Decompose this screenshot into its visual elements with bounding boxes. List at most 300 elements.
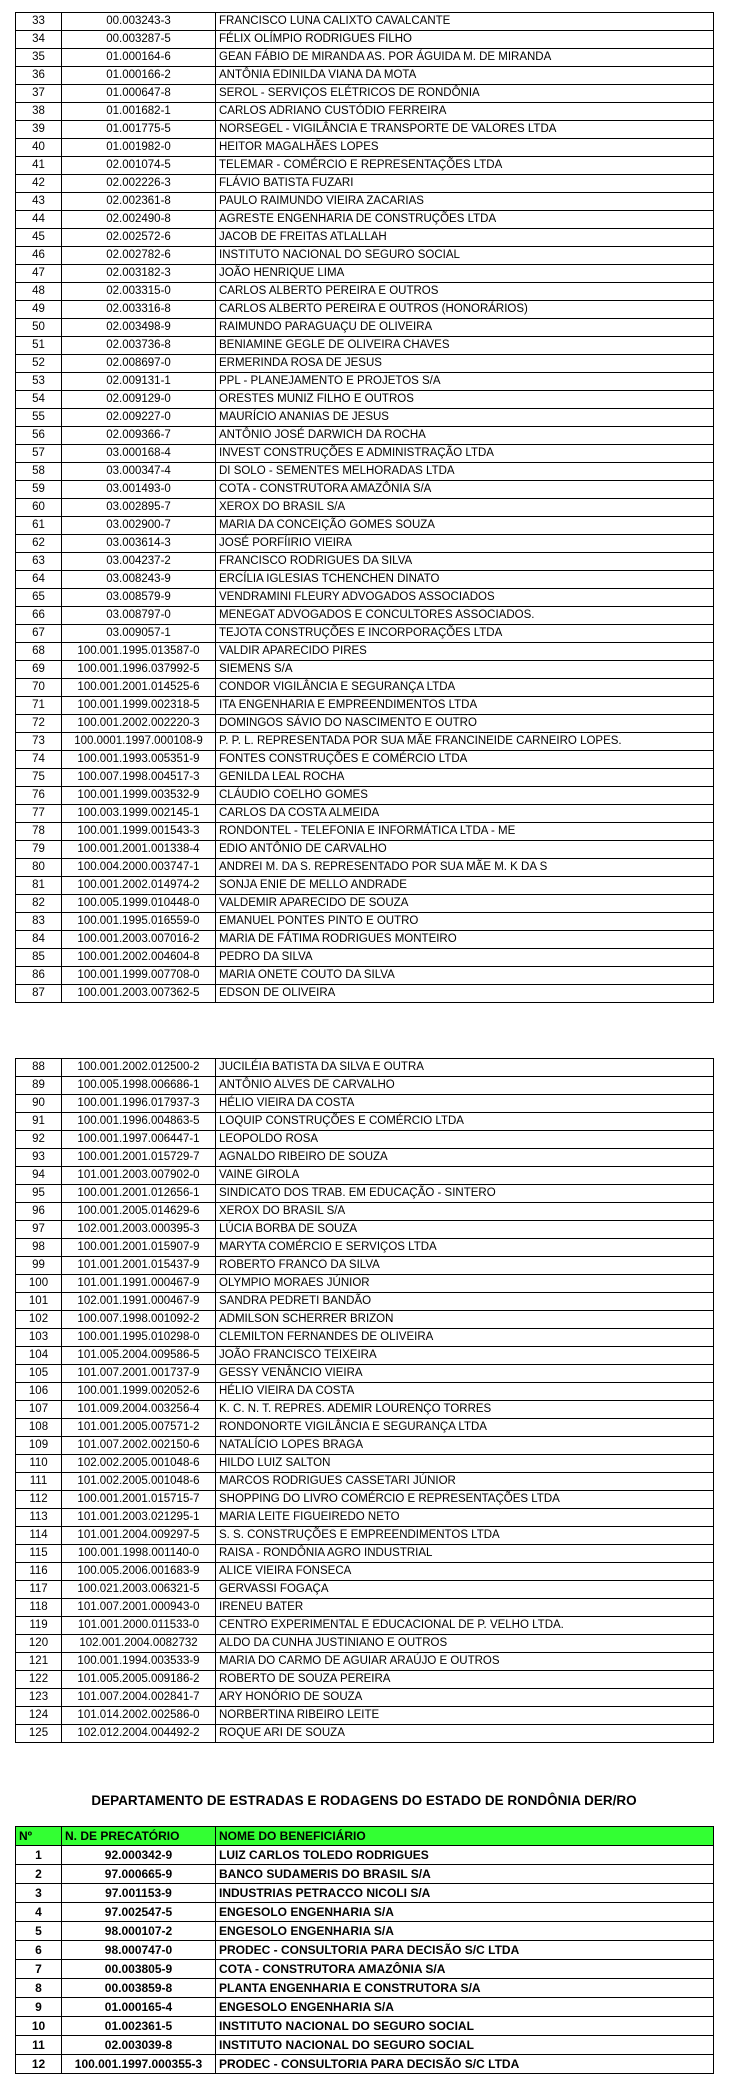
table-row (16, 355, 714, 373)
beneficiary-name: PRODEC - CONSULTORIA PARA DECISÃO S/C LTDA (216, 2055, 714, 2074)
table-row (16, 1865, 714, 1884)
row-number: 61 (16, 517, 62, 535)
row-number: 89 (16, 1077, 62, 1095)
table-row (16, 967, 714, 985)
beneficiary-name: ROBERTO DE SOUZA PEREIRA (216, 1671, 714, 1689)
table-row (16, 265, 714, 283)
table-row (16, 283, 714, 301)
header-number: Nº (16, 1827, 62, 1846)
beneficiary-name: ORESTES MUNIZ FILHO E OUTROS (216, 391, 714, 409)
beneficiary-name: PRODEC - CONSULTORIA PARA DECISÃO S/C LTDA (216, 1941, 714, 1960)
precatorio-number: 102.012.2004.004492-2 (62, 1725, 216, 1743)
table-row (16, 1365, 714, 1383)
table-row (16, 319, 714, 337)
beneficiary-name: CARLOS ALBERTO PEREIRA E OUTROS (HONORÁRIOS) (216, 301, 714, 319)
table-row (16, 733, 714, 751)
table-row (16, 1257, 714, 1275)
table-row (16, 679, 714, 697)
precatorio-number: 101.014.2002.002586-0 (62, 1707, 216, 1725)
beneficiary-name: CENTRO EXPERIMENTAL E EDUCACIONAL DE P. VELHO LTDA. (216, 1617, 714, 1635)
precatorio-number: 98.000747-0 (62, 1941, 216, 1960)
precatorio-number: 101.005.2004.009586-5 (62, 1347, 216, 1365)
row-number: 50 (16, 319, 62, 337)
table-row (16, 1563, 714, 1581)
row-number: 6 (16, 1941, 62, 1960)
table-row (16, 103, 714, 121)
row-number: 115 (16, 1545, 62, 1563)
table-row (16, 589, 714, 607)
table-row (16, 1401, 714, 1419)
beneficiary-name: JOÃO HENRIQUE LIMA (216, 265, 714, 283)
section-title: DEPARTAMENTO DE ESTRADAS E RODAGENS DO ESTADO DE RONDÔNIA DER/RO (91, 1793, 637, 1808)
row-number: 65 (16, 589, 62, 607)
beneficiary-name: INSTITUTO NACIONAL DO SEGURO SOCIAL (216, 2017, 714, 2036)
row-number: 5 (16, 1922, 62, 1941)
row-number: 77 (16, 805, 62, 823)
row-number: 68 (16, 643, 62, 661)
row-number: 47 (16, 265, 62, 283)
beneficiary-name: GESSY VENÂNCIO VIEIRA (216, 1365, 714, 1383)
precatorio-number: 101.001.2003.021295-1 (62, 1509, 216, 1527)
table-row (16, 823, 714, 841)
der-precatorio-table (15, 1826, 714, 2074)
row-number: 37 (16, 85, 62, 103)
beneficiary-name: EDIO ANTÔNIO DE CARVALHO (216, 841, 714, 859)
row-number: 64 (16, 571, 62, 589)
beneficiary-name: ANTÔNIA EDINILDA VIANA DA MOTA (216, 67, 714, 85)
precatorio-number: 100.005.1998.006686-1 (62, 1077, 216, 1095)
table-row (16, 625, 714, 643)
row-number: 83 (16, 913, 62, 931)
beneficiary-name: JUCILÉIA BATISTA DA SILVA E OUTRA (216, 1059, 714, 1077)
table-row (16, 1884, 714, 1903)
table-row (16, 751, 714, 769)
precatorio-number: 02.009227-0 (62, 409, 216, 427)
beneficiary-name: TEJOTA CONSTRUÇÕES E INCORPORAÇÕES LTDA (216, 625, 714, 643)
precatorio-number: 100.001.2001.001338-4 (62, 841, 216, 859)
table-row (16, 805, 714, 823)
row-number: 4 (16, 1903, 62, 1922)
table-row (16, 229, 714, 247)
beneficiary-name: TELEMAR - COMÉRCIO E REPRESENTAÇÕES LTDA (216, 157, 714, 175)
table-row (16, 2017, 714, 2036)
precatorio-number: 03.008579-9 (62, 589, 216, 607)
row-number: 36 (16, 67, 62, 85)
precatorio-number: 100.001.1999.001543-3 (62, 823, 216, 841)
row-number: 104 (16, 1347, 62, 1365)
row-number: 76 (16, 787, 62, 805)
row-number: 53 (16, 373, 62, 391)
table-row (16, 1998, 714, 2017)
table-row (16, 697, 714, 715)
beneficiary-name: CARLOS ALBERTO PEREIRA E OUTROS (216, 283, 714, 301)
beneficiary-name: MARYTA COMÉRCIO E SERVIÇOS LTDA (216, 1239, 714, 1257)
header-beneficiario: NOME DO BENEFICIÁRIO (216, 1827, 714, 1846)
beneficiary-name: COTA - CONSTRUTORA AMAZÔNIA S/A (216, 481, 714, 499)
row-number: 84 (16, 931, 62, 949)
table-row (16, 1491, 714, 1509)
row-number: 75 (16, 769, 62, 787)
row-number: 46 (16, 247, 62, 265)
table-row (16, 1095, 714, 1113)
beneficiary-name: P. P. L. REPRESENTADA POR SUA MÃE FRANCINEIDE CARNEIRO LOPES. (216, 733, 714, 751)
beneficiary-name: RAIMUNDO PARAGUAÇU DE OLIVEIRA (216, 319, 714, 337)
precatorio-number: 01.000166-2 (62, 67, 216, 85)
precatorio-number: 101.001.2004.009297-5 (62, 1527, 216, 1545)
beneficiary-name: INDUSTRIAS PETRACCO NICOLI S/A (216, 1884, 714, 1903)
table-row (16, 1149, 714, 1167)
row-number: 85 (16, 949, 62, 967)
row-number: 40 (16, 139, 62, 157)
beneficiary-name: VAINE GIROLA (216, 1167, 714, 1185)
table-row (16, 67, 714, 85)
beneficiary-name: SINDICATO DOS TRAB. EM EDUCAÇÃO - SINTERO (216, 1185, 714, 1203)
beneficiary-name: LOQUIP CONSTRUÇÕES E COMÉRCIO LTDA (216, 1113, 714, 1131)
precatorio-number: 100.001.1999.003532-9 (62, 787, 216, 805)
beneficiary-name: ENGESOLO ENGENHARIA S/A (216, 1998, 714, 2017)
row-number: 54 (16, 391, 62, 409)
table-row (16, 139, 714, 157)
beneficiary-name: PEDRO DA SILVA (216, 949, 714, 967)
table-row (16, 445, 714, 463)
beneficiary-name: VALDIR APARECIDO PIRES (216, 643, 714, 661)
precatorio-number: 101.005.2005.009186-2 (62, 1671, 216, 1689)
beneficiary-name: ANTÔNIO JOSÉ DARWICH DA ROCHA (216, 427, 714, 445)
beneficiary-name: LÚCIA BORBA DE SOUZA (216, 1221, 714, 1239)
row-number: 2 (16, 1865, 62, 1884)
table-row (16, 1581, 714, 1599)
beneficiary-name: GENILDA LEAL ROCHA (216, 769, 714, 787)
beneficiary-name: EDSON DE OLIVEIRA (216, 985, 714, 1003)
precatorio-number: 97.002547-5 (62, 1903, 216, 1922)
beneficiary-name: HEITOR MAGALHÃES LOPES (216, 139, 714, 157)
precatorio-number: 102.001.1991.000467-9 (62, 1293, 216, 1311)
row-number: 3 (16, 1884, 62, 1903)
table-row (16, 949, 714, 967)
beneficiary-name: SIEMENS S/A (216, 661, 714, 679)
row-number: 9 (16, 1998, 62, 2017)
beneficiary-name: NATALÍCIO LOPES BRAGA (216, 1437, 714, 1455)
table-row (16, 1846, 714, 1865)
precatorio-number: 92.000342-9 (62, 1846, 216, 1865)
table-row (16, 1527, 714, 1545)
table-row (16, 535, 714, 553)
table-row (16, 1329, 714, 1347)
beneficiary-name: SONJA ENIE DE MELLO ANDRADE (216, 877, 714, 895)
precatorio-number: 101.007.2002.002150-6 (62, 1437, 216, 1455)
row-number: 101 (16, 1293, 62, 1311)
precatorio-number: 101.007.2001.000943-0 (62, 1599, 216, 1617)
precatorio-number: 100.001.1999.002318-5 (62, 697, 216, 715)
row-number: 7 (16, 1960, 62, 1979)
precatorio-number: 00.003805-9 (62, 1960, 216, 1979)
beneficiary-name: MARCOS RODRIGUES CASSETARI JÚNIOR (216, 1473, 714, 1491)
precatorio-number: 100.001.1995.010298-0 (62, 1329, 216, 1347)
row-number: 51 (16, 337, 62, 355)
table-row (16, 499, 714, 517)
precatorio-number: 02.002490-8 (62, 211, 216, 229)
precatorio-number: 03.008797-0 (62, 607, 216, 625)
table-row (16, 175, 714, 193)
beneficiary-name: LEOPOLDO ROSA (216, 1131, 714, 1149)
row-number: 95 (16, 1185, 62, 1203)
beneficiary-name: MARIA DE FÁTIMA RODRIGUES MONTEIRO (216, 931, 714, 949)
beneficiary-name: MARIA LEITE FIGUEIREDO NETO (216, 1509, 714, 1527)
row-number: 35 (16, 49, 62, 67)
precatorio-number: 01.001982-0 (62, 139, 216, 157)
table-row (16, 1725, 714, 1743)
table-row (16, 427, 714, 445)
row-number: 105 (16, 1365, 62, 1383)
beneficiary-name: FLÁVIO BATISTA FUZARI (216, 175, 714, 193)
table-row (16, 409, 714, 427)
precatorio-number: 100.005.1999.010448-0 (62, 895, 216, 913)
row-number: 82 (16, 895, 62, 913)
beneficiary-name: FONTES CONSTRUÇÕES E COMÉRCIO LTDA (216, 751, 714, 769)
precatorio-number: 02.003182-3 (62, 265, 216, 283)
row-number: 8 (16, 1979, 62, 1998)
precatorio-number: 03.002900-7 (62, 517, 216, 535)
row-number: 100 (16, 1275, 62, 1293)
beneficiary-name: CARLOS ADRIANO CUSTÓDIO FERREIRA (216, 103, 714, 121)
table-row (16, 913, 714, 931)
precatorio-number: 01.001682-1 (62, 103, 216, 121)
precatorio-number: 100.001.1995.013587-0 (62, 643, 216, 661)
table-row (16, 1311, 714, 1329)
beneficiary-name: VALDEMIR APARECIDO DE SOUZA (216, 895, 714, 913)
beneficiary-name: LUIZ CARLOS TOLEDO RODRIGUES (216, 1846, 714, 1865)
precatorio-number: 02.003316-8 (62, 301, 216, 319)
row-number: 59 (16, 481, 62, 499)
precatorio-number: 02.003039-8 (62, 2036, 216, 2055)
row-number: 111 (16, 1473, 62, 1491)
row-number: 56 (16, 427, 62, 445)
table-row (16, 1545, 714, 1563)
row-number: 112 (16, 1491, 62, 1509)
row-number: 79 (16, 841, 62, 859)
table-header-row (16, 1827, 714, 1846)
table-row (16, 31, 714, 49)
beneficiary-name: MARIA DA CONCEIÇÃO GOMES SOUZA (216, 517, 714, 535)
precatorio-number: 01.000165-4 (62, 1998, 216, 2017)
row-number: 71 (16, 697, 62, 715)
beneficiary-name: RAISA - RONDÔNIA AGRO INDUSTRIAL (216, 1545, 714, 1563)
precatorio-number: 01.000647-8 (62, 85, 216, 103)
precatorio-number: 00.003287-5 (62, 31, 216, 49)
row-number: 80 (16, 859, 62, 877)
precatorio-number: 03.001493-0 (62, 481, 216, 499)
beneficiary-name: CLÁUDIO COELHO GOMES (216, 787, 714, 805)
table-row (16, 13, 714, 31)
table-row (16, 1239, 714, 1257)
beneficiary-name: AGNALDO RIBEIRO DE SOUZA (216, 1149, 714, 1167)
table-row (16, 1653, 714, 1671)
row-number: 88 (16, 1059, 62, 1077)
table-row (16, 1617, 714, 1635)
row-number: 44 (16, 211, 62, 229)
row-number: 55 (16, 409, 62, 427)
row-number: 11 (16, 2036, 62, 2055)
beneficiary-name: S. S. CONSTRUÇÕES E EMPREENDIMENTOS LTDA (216, 1527, 714, 1545)
beneficiary-name: XEROX DO BRASIL S/A (216, 499, 714, 517)
beneficiary-name: AGRESTE ENGENHARIA DE CONSTRUÇÕES LTDA (216, 211, 714, 229)
precatorio-number: 02.002226-3 (62, 175, 216, 193)
row-number: 96 (16, 1203, 62, 1221)
table-row (16, 193, 714, 211)
row-number: 91 (16, 1113, 62, 1131)
row-number: 41 (16, 157, 62, 175)
precatorio-number: 100.001.1998.001140-0 (62, 1545, 216, 1563)
table-row (16, 211, 714, 229)
table-row (16, 1113, 714, 1131)
beneficiary-name: ITA ENGENHARIA E EMPREENDIMENTOS LTDA (216, 697, 714, 715)
row-number: 123 (16, 1689, 62, 1707)
table-row (16, 247, 714, 265)
beneficiary-name: HÉLIO VIEIRA DA COSTA (216, 1383, 714, 1401)
beneficiary-name: ALICE VIEIRA FONSECA (216, 1563, 714, 1581)
precatorio-number: 100.001.2001.015907-9 (62, 1239, 216, 1257)
precatorio-number: 100.004.2000.003747-1 (62, 859, 216, 877)
precatorio-table-part-1 (15, 12, 714, 1003)
precatorio-number: 02.002361-8 (62, 193, 216, 211)
beneficiary-name: CONDOR VIGILÂNCIA E SEGURANÇA LTDA (216, 679, 714, 697)
row-number: 97 (16, 1221, 62, 1239)
row-number: 12 (16, 2055, 62, 2074)
beneficiary-name: MAURÍCIO ANANIAS DE JESUS (216, 409, 714, 427)
precatorio-number: 02.003736-8 (62, 337, 216, 355)
beneficiary-name: RONDONTEL - TELEFONIA E INFORMÁTICA LTDA - ME (216, 823, 714, 841)
beneficiary-name: INSTITUTO NACIONAL DO SEGURO SOCIAL (216, 2036, 714, 2055)
beneficiary-name: JOÃO FRANCISCO TEIXEIRA (216, 1347, 714, 1365)
row-number: 93 (16, 1149, 62, 1167)
row-number: 99 (16, 1257, 62, 1275)
table-row (16, 931, 714, 949)
precatorio-number: 00.003243-3 (62, 13, 216, 31)
precatorio-number: 102.002.2005.001048-6 (62, 1455, 216, 1473)
table-row (16, 1167, 714, 1185)
beneficiary-name: FRANCISCO RODRIGUES DA SILVA (216, 553, 714, 571)
precatorio-number: 102.001.2003.000395-3 (62, 1221, 216, 1239)
row-number: 124 (16, 1707, 62, 1725)
table-row (16, 769, 714, 787)
beneficiary-name: BANCO SUDAMERIS DO BRASIL S/A (216, 1865, 714, 1884)
beneficiary-name: PLANTA ENGENHARIA E CONSTRUTORA S/A (216, 1979, 714, 1998)
row-number: 87 (16, 985, 62, 1003)
table-row (16, 553, 714, 571)
beneficiary-name: INVEST CONSTRUÇÕES E ADMINISTRAÇÃO LTDA (216, 445, 714, 463)
table-row (16, 463, 714, 481)
precatorio-number: 100.001.1996.017937-3 (62, 1095, 216, 1113)
beneficiary-name: HÉLIO VIEIRA DA COSTA (216, 1095, 714, 1113)
table-row (16, 1077, 714, 1095)
beneficiary-name: MARIA ONETE COUTO DA SILVA (216, 967, 714, 985)
beneficiary-name: ERCÍLIA IGLESIAS TCHENCHEN DINATO (216, 571, 714, 589)
precatorio-number: 102.001.2004.0082732 (62, 1635, 216, 1653)
table-row (16, 1059, 714, 1077)
table-row (16, 373, 714, 391)
precatorio-number: 100.001.2001.015715-7 (62, 1491, 216, 1509)
beneficiary-name: CLEMILTON FERNANDES DE OLIVEIRA (216, 1329, 714, 1347)
beneficiary-name: GERVASSI FOGAÇA (216, 1581, 714, 1599)
precatorio-number: 02.003498-9 (62, 319, 216, 337)
row-number: 116 (16, 1563, 62, 1581)
beneficiary-name: MARIA DO CARMO DE AGUIAR ARAÚJO E OUTROS (216, 1653, 714, 1671)
table-row (16, 643, 714, 661)
precatorio-number: 03.002895-7 (62, 499, 216, 517)
row-number: 73 (16, 733, 62, 751)
beneficiary-name: PPL - PLANEJAMENTO E PROJETOS S/A (216, 373, 714, 391)
beneficiary-name: K. C. N. T. REPRES. ADEMIR LOURENÇO TORRES (216, 1401, 714, 1419)
beneficiary-name: HILDO LUIZ SALTON (216, 1455, 714, 1473)
row-number: 102 (16, 1311, 62, 1329)
beneficiary-name: ALDO DA CUNHA JUSTINIANO E OUTROS (216, 1635, 714, 1653)
table-row (16, 787, 714, 805)
row-number: 60 (16, 499, 62, 517)
row-number: 69 (16, 661, 62, 679)
precatorio-number: 01.002361-5 (62, 2017, 216, 2036)
precatorio-number: 100.001.2001.014525-6 (62, 679, 216, 697)
precatorio-number: 02.002782-6 (62, 247, 216, 265)
precatorio-number: 100.001.2003.007016-2 (62, 931, 216, 949)
precatorio-number: 02.009366-7 (62, 427, 216, 445)
row-number: 63 (16, 553, 62, 571)
row-number: 58 (16, 463, 62, 481)
table-row (16, 49, 714, 67)
precatorio-number: 100.001.2003.007362-5 (62, 985, 216, 1003)
row-number: 10 (16, 2017, 62, 2036)
table-row (16, 1689, 714, 1707)
precatorio-number: 101.002.2005.001048-6 (62, 1473, 216, 1491)
row-number: 117 (16, 1581, 62, 1599)
row-number: 70 (16, 679, 62, 697)
table-row (16, 2055, 714, 2074)
table-row (16, 481, 714, 499)
table-row (16, 2036, 714, 2055)
precatorio-number: 101.001.2000.011533-0 (62, 1617, 216, 1635)
precatorio-number: 00.003859-8 (62, 1979, 216, 1998)
beneficiary-name: PAULO RAIMUNDO VIEIRA ZACARIAS (216, 193, 714, 211)
precatorio-number: 100.0001.1997.000108-9 (62, 733, 216, 751)
table-row (16, 1203, 714, 1221)
table-row (16, 1635, 714, 1653)
row-number: 122 (16, 1671, 62, 1689)
row-number: 81 (16, 877, 62, 895)
beneficiary-name: RONDONORTE VIGILÂNCIA E SEGURANÇA LTDA (216, 1419, 714, 1437)
table-row (16, 1293, 714, 1311)
table-row (16, 859, 714, 877)
beneficiary-name: INSTITUTO NACIONAL DO SEGURO SOCIAL (216, 247, 714, 265)
table-row (16, 1941, 714, 1960)
precatorio-number: 100.001.1999.007708-0 (62, 967, 216, 985)
precatorio-number: 100.007.1998.001092-2 (62, 1311, 216, 1329)
beneficiary-name: ANTÔNIO ALVES DE CARVALHO (216, 1077, 714, 1095)
beneficiary-name: NORSEGEL - VIGILÂNCIA E TRANSPORTE DE VALORES LTDA (216, 121, 714, 139)
beneficiary-name: JOSÉ PORFÍIRIO VIEIRA (216, 535, 714, 553)
row-number: 34 (16, 31, 62, 49)
precatorio-number: 100.001.2001.012656-1 (62, 1185, 216, 1203)
beneficiary-name: OLYMPIO MORAES JÚNIOR (216, 1275, 714, 1293)
table-row (16, 1185, 714, 1203)
table-row (16, 1473, 714, 1491)
precatorio-number: 97.000665-9 (62, 1865, 216, 1884)
row-number: 110 (16, 1455, 62, 1473)
precatorio-number: 101.007.2004.002841-7 (62, 1689, 216, 1707)
precatorio-number: 98.000107-2 (62, 1922, 216, 1941)
row-number: 43 (16, 193, 62, 211)
beneficiary-name: SANDRA PEDRETI BANDÃO (216, 1293, 714, 1311)
row-number: 45 (16, 229, 62, 247)
table-row (16, 1509, 714, 1527)
